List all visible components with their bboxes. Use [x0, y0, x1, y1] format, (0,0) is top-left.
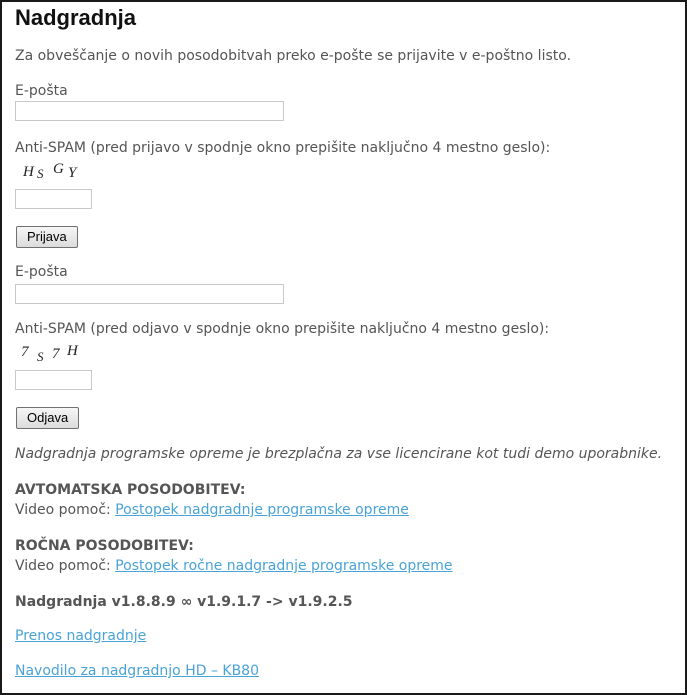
subscribe-button[interactable]: Prijava: [16, 226, 78, 248]
video-help-prefix: Video pomoč:: [15, 502, 111, 518]
subscribe-antispam-label: Anti-SPAM (pred prijavo v spodnje okno prepišite naključno 4 mestno geslo):: [15, 140, 551, 156]
manual-update-heading: ROČNA POSODOBITEV:: [15, 538, 194, 554]
unsubscribe-captcha-image: [19, 342, 99, 364]
captcha-char: S: [37, 166, 44, 181]
captcha-char: H: [23, 164, 34, 180]
captcha-char: Y: [68, 165, 77, 181]
version-line: Nadgradnja v1.8.8.9 ∞ v1.9.1.7 -> v1.9.2.5: [15, 594, 353, 610]
captcha-char: 7: [21, 344, 29, 360]
subscribe-email-input[interactable]: [15, 101, 284, 121]
download-upgrade-link[interactable]: Prenos nadgradnje: [15, 628, 147, 644]
captcha-char: G: [53, 161, 64, 177]
unsubscribe-email-input[interactable]: [15, 284, 284, 304]
captcha-char: S: [37, 349, 44, 364]
subscribe-email-label: E-pošta: [15, 83, 68, 99]
manual-update-video-link[interactable]: Postopek ročne nadgradnje programske opreme: [115, 558, 453, 574]
unsubscribe-button[interactable]: Odjava: [16, 407, 79, 429]
unsubscribe-email-label: E-pošta: [15, 264, 68, 280]
video-help-prefix: Video pomoč:: [15, 558, 111, 574]
manual-update-video-line: [15, 558, 453, 574]
guide-line: [15, 663, 259, 679]
captcha-char: H: [67, 343, 78, 359]
auto-update-video-link[interactable]: Postopek nadgradnje programske opreme: [115, 502, 409, 518]
subscribe-captcha-input[interactable]: [15, 189, 92, 209]
auto-update-heading: AVTOMATSKA POSODOBITEV:: [15, 482, 246, 498]
unsubscribe-captcha-input[interactable]: [15, 370, 92, 390]
page-title: Nadgradnja: [15, 5, 137, 30]
unsubscribe-antispam-label: Anti-SPAM (pred odjavo v spodnje okno prepišite naključno 4 mestno geslo):: [15, 321, 550, 337]
free-upgrade-note: Nadgradnja programske opreme je brezplačna za vse licencirane kot tudi demo uporabnike.: [15, 446, 663, 462]
download-line: [15, 628, 146, 644]
upgrade-guide-link[interactable]: Navodilo za nadgradnjo HD – KB80: [15, 663, 259, 679]
intro-text: Za obveščanje o novih posodobitvah preko e-pošte se prijavite v e-poštno listo.: [15, 48, 572, 64]
auto-update-video-line: [15, 502, 409, 518]
captcha-char: 7: [52, 346, 60, 362]
subscribe-captcha-image: [19, 160, 99, 182]
